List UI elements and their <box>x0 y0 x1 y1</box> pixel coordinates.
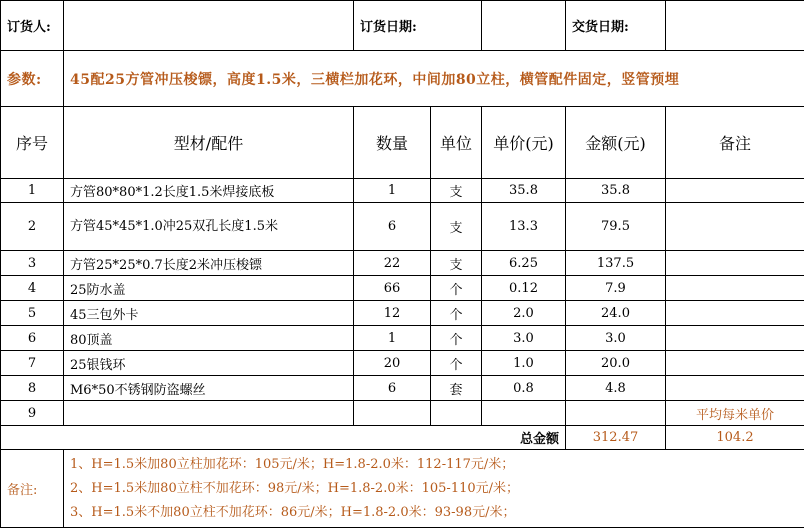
remarks-label: 备注: <box>1 450 64 528</box>
cell-material: 方管25*25*0.7长度2米冲压梭镖 <box>64 251 354 276</box>
cell-amount: 137.5 <box>566 251 666 276</box>
cell-material: 方管45*45*1.0冲25双孔长度1.5米 <box>64 203 354 251</box>
table-row <box>1 401 804 426</box>
col-unit: 单位 <box>431 107 482 179</box>
cell-price: 0.8 <box>482 376 566 401</box>
table-row <box>1 326 804 351</box>
remark-line-1: 1、H=1.5米加80立柱加花环：105元/米；H=1.8-2.0米：112-117元/米； <box>70 456 515 472</box>
cell-price: 2.0 <box>482 301 566 326</box>
cell-unit: 个 <box>431 326 482 351</box>
cell-price: 35.8 <box>482 179 566 203</box>
cell-price: 6.25 <box>482 251 566 276</box>
params-text: 45配25方管冲压梭镖，高度1.5米，三横栏加花环，中间加80立柱，横管配件固定，竖管预埋 <box>64 51 804 107</box>
cell-unit <box>431 401 482 426</box>
cell-seq: 3 <box>1 251 64 276</box>
cell-qty: 66 <box>354 276 431 301</box>
cell-material: 25银钱环 <box>64 351 354 376</box>
table-row <box>1 351 804 376</box>
cell-unit: 支 <box>431 203 482 251</box>
cell-price: 13.3 <box>482 203 566 251</box>
cell-amount: 7.9 <box>566 276 666 301</box>
total-value: 312.47 <box>566 426 666 450</box>
cell-amount: 24.0 <box>566 301 666 326</box>
remark-line-3: 3、H=1.5米不加80立柱不加花环：86元/米；H=1.8-2.0米：93-98元/米； <box>70 504 516 520</box>
total-label: 总金额 <box>1 426 566 450</box>
customer-label: 订货人: <box>1 1 64 51</box>
cell-seq: 1 <box>1 179 64 203</box>
cell-seq: 5 <box>1 301 64 326</box>
col-price: 单价(元) <box>482 107 566 179</box>
cell-qty: 6 <box>354 376 431 401</box>
col-seq: 序号 <box>1 107 64 179</box>
cell-remark <box>666 179 804 203</box>
delivery-date-label: 交货日期: <box>566 1 666 51</box>
params-label: 参数: <box>1 51 64 107</box>
cell-seq: 6 <box>1 326 64 351</box>
table-row <box>1 203 804 251</box>
total-row <box>1 426 804 450</box>
cell-remark <box>666 326 804 351</box>
delivery-date-value[interactable] <box>666 1 804 51</box>
cell-amount: 79.5 <box>566 203 666 251</box>
table-row <box>1 276 804 301</box>
cell-remark <box>666 203 804 251</box>
cell-qty: 1 <box>354 179 431 203</box>
col-amount: 金额(元) <box>566 107 666 179</box>
header-row <box>1 1 804 51</box>
cell-remark <box>666 301 804 326</box>
order-date-value[interactable] <box>482 1 566 51</box>
cell-unit: 个 <box>431 301 482 326</box>
cell-unit: 支 <box>431 251 482 276</box>
cell-amount: 35.8 <box>566 179 666 203</box>
order-date-label: 订货日期: <box>354 1 482 51</box>
cell-qty: 1 <box>354 326 431 351</box>
cell-remark <box>666 276 804 301</box>
cell-seq: 9 <box>1 401 64 426</box>
column-header-row <box>1 107 804 179</box>
cell-amount <box>566 401 666 426</box>
cell-material: M6*50不锈钢防盗螺丝 <box>64 376 354 401</box>
table-row <box>1 376 804 401</box>
per-meter-value: 104.2 <box>666 426 804 450</box>
params-row <box>1 51 804 107</box>
cell-qty: 12 <box>354 301 431 326</box>
cell-price: 1.0 <box>482 351 566 376</box>
cell-remark <box>666 376 804 401</box>
table-row <box>1 301 804 326</box>
cell-material: 80顶盖 <box>64 326 354 351</box>
cell-price <box>482 401 566 426</box>
cell-amount: 20.0 <box>566 351 666 376</box>
cell-material: 方管80*80*1.2长度1.5米焊接底板 <box>64 179 354 203</box>
cell-amount: 3.0 <box>566 326 666 351</box>
cell-material: 25防水盖 <box>64 276 354 301</box>
cell-unit: 套 <box>431 376 482 401</box>
cell-seq: 2 <box>1 203 64 251</box>
cell-material: 45三包外卡 <box>64 301 354 326</box>
cell-qty <box>354 401 431 426</box>
cell-remark <box>666 251 804 276</box>
cell-unit: 个 <box>431 351 482 376</box>
col-remark: 备注 <box>666 107 804 179</box>
cell-unit: 个 <box>431 276 482 301</box>
customer-value[interactable] <box>64 1 354 51</box>
cell-price: 0.12 <box>482 276 566 301</box>
cell-seq: 8 <box>1 376 64 401</box>
remarks-row <box>1 450 804 528</box>
cell-remark <box>666 351 804 376</box>
cell-remark-per-meter-label: 平均每米单价 <box>666 401 804 426</box>
cell-material <box>64 401 354 426</box>
remarks-content <box>64 450 804 528</box>
cell-qty: 20 <box>354 351 431 376</box>
remark-line-2: 2、H=1.5米加80立柱不加花环：98元/米；H=1.8-2.0米：105-110元/米； <box>70 480 520 496</box>
col-material: 型材/配件 <box>64 107 354 179</box>
cell-seq: 7 <box>1 351 64 376</box>
cell-qty: 22 <box>354 251 431 276</box>
cell-amount: 4.8 <box>566 376 666 401</box>
cell-qty: 6 <box>354 203 431 251</box>
cell-unit: 支 <box>431 179 482 203</box>
table-row <box>1 179 804 203</box>
cell-seq: 4 <box>1 276 64 301</box>
cell-price: 3.0 <box>482 326 566 351</box>
col-qty: 数量 <box>354 107 431 179</box>
table-row <box>1 251 804 276</box>
